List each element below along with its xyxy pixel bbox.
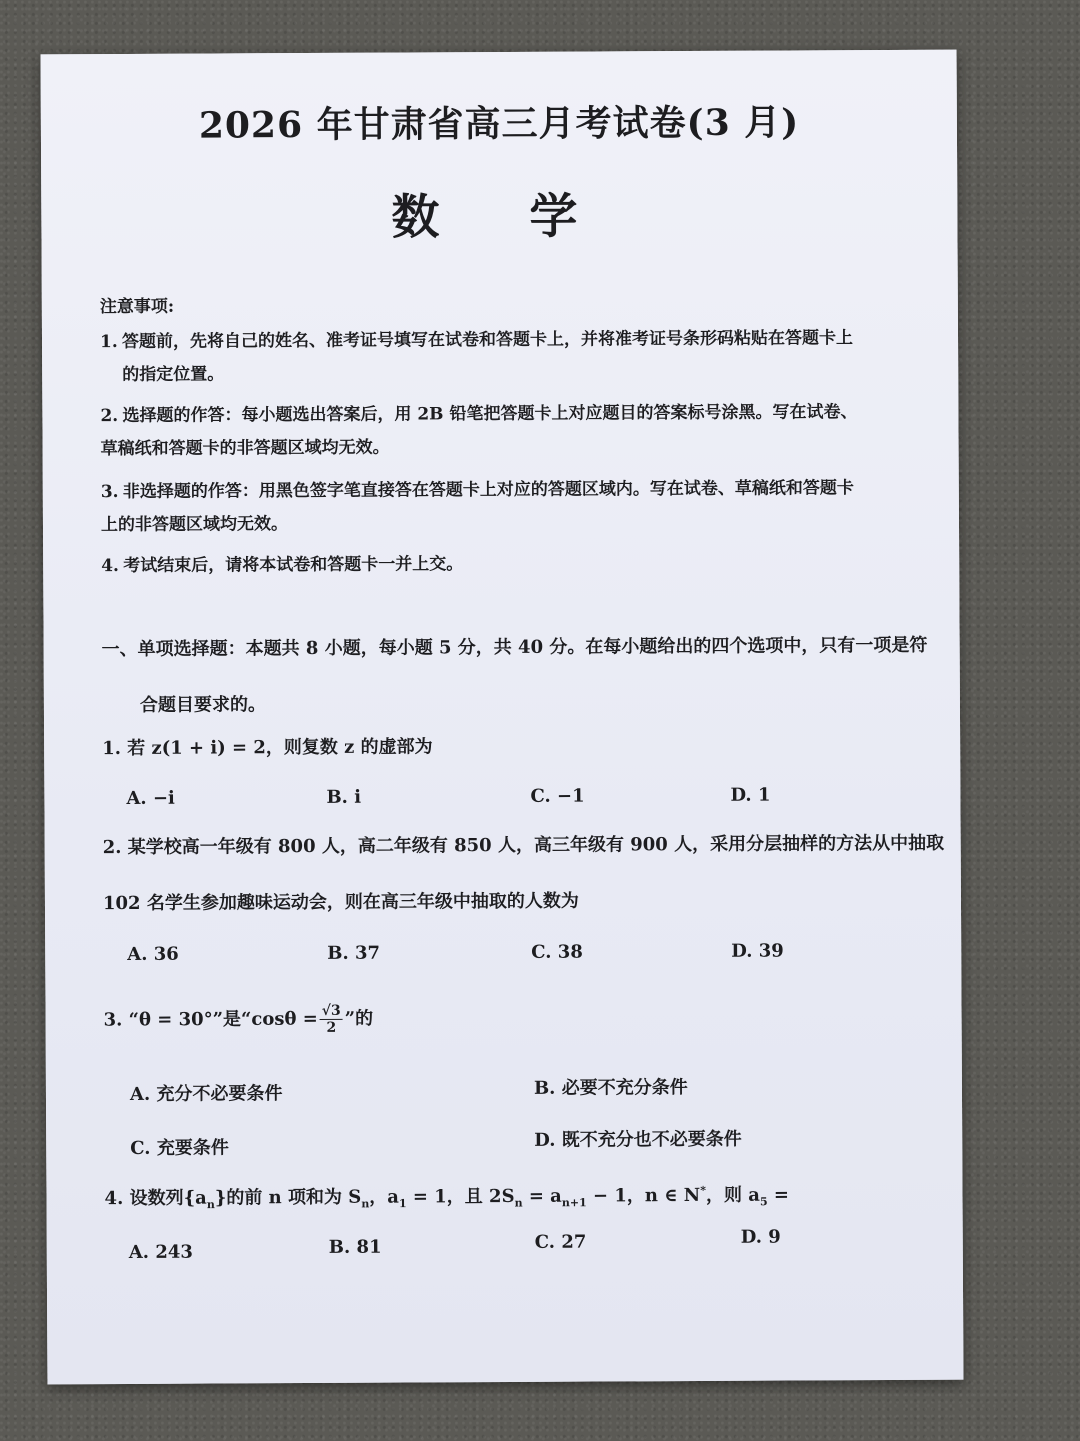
q4-option-c: C. 27 xyxy=(534,1231,587,1253)
q2-option-b: B. 37 xyxy=(327,942,381,964)
note-text: 非选择题的作答：用黑色签字笔直接答在答题卡上对应的答题区域内。写在试卷、草稿纸和答题卡 xyxy=(122,478,854,502)
q3-option-d: D. 既不充分也不必要条件 xyxy=(534,1128,742,1151)
note-text: 答题前，先将自己的姓名、准考证号填写在试卷和答题卡上，并将准考证号条形码粘贴在答题卡上 xyxy=(121,328,854,352)
q2-option-d: D. 39 xyxy=(731,940,784,962)
q2-option-a: A. 36 xyxy=(127,943,179,965)
note-number: 4. xyxy=(101,556,120,577)
q3-frac-numerator: √3 xyxy=(320,1003,343,1020)
question-2-line-1: 2. 某学校高一年级有 800 人，高二年级有 850 人，高三年级有 900 人，采用分层抽样的方法从中抽取 xyxy=(102,832,945,859)
section-line-2: 合题目要求的。 xyxy=(139,694,266,716)
note-number: 1. xyxy=(99,332,118,353)
q1-option-a: A. −i xyxy=(126,787,175,809)
question-2-stem xyxy=(103,816,945,932)
q4-sub-n-3: n xyxy=(514,1196,523,1210)
q3-option-b: B. 必要不充分条件 xyxy=(533,1077,688,1099)
note-item-4 xyxy=(101,548,463,583)
question-2-line-2: 102 名学生参加趣味运动会，则在高三年级中抽取的人数为 xyxy=(102,890,579,915)
q4-stem-c: ，a xyxy=(369,1186,400,1208)
note-item-1 xyxy=(100,322,853,392)
q4-option-b: B. 81 xyxy=(328,1236,382,1258)
q1-option-b: B. i xyxy=(326,786,362,808)
q4-stem-b: }的前 n 项和为 S xyxy=(214,1186,362,1209)
note-item-3 xyxy=(101,472,854,542)
q4-stem-d: = 1，且 2S xyxy=(406,1185,515,1208)
q4-stem-e: = a xyxy=(522,1185,562,1207)
q4-sub-1: 1 xyxy=(398,1197,407,1211)
exam-paper xyxy=(41,50,964,1385)
question-3-stem xyxy=(103,1003,373,1037)
section-heading xyxy=(101,618,927,734)
note-text-cont: 上的非答题区域均无效。 xyxy=(100,514,289,536)
q3-fraction xyxy=(320,1003,343,1036)
q3-stem-post: ”的 xyxy=(344,1008,374,1030)
question-4-stem xyxy=(104,1181,789,1212)
q2-option-c: C. 38 xyxy=(531,941,583,963)
q4-option-d: D. 9 xyxy=(740,1226,781,1248)
section-line-1: 一、单项选择题：本题共 8 小题，每小题 5 分，共 40 分。在每小题给出的四个选项中，只有一项是符 xyxy=(101,634,928,661)
q3-frac-denominator: 2 xyxy=(326,1019,337,1036)
q4-sup-star: * xyxy=(700,1183,707,1197)
q3-option-a: A. 充分不必要条件 xyxy=(129,1083,283,1105)
note-text-cont: 的指定位置。 xyxy=(122,364,225,385)
q1-option-c: C. −1 xyxy=(530,785,585,807)
q4-sub-5: 5 xyxy=(759,1195,768,1209)
notes-heading: 注意事项: xyxy=(99,296,175,318)
q3-stem-pre: 3. “θ = 30°”是“cosθ = xyxy=(103,1008,318,1031)
note-number: 2. xyxy=(100,406,119,427)
note-text-cont: 草稿纸和答题卡的非答题区域均无效。 xyxy=(100,437,390,460)
question-1-stem: 1. 若 z(1 + i) = 2，则复数 z 的虚部为 xyxy=(102,736,433,760)
q4-sub-n1: n+1 xyxy=(561,1196,587,1210)
note-text: 选择题的作答：每小题选出答案后，用 2B 铅笔把答题卡上对应题目的答案标号涂黑。写在试卷、 xyxy=(122,402,858,426)
q4-sub-n: n xyxy=(206,1198,215,1212)
q4-option-a: A. 243 xyxy=(128,1241,193,1263)
q1-option-d: D. 1 xyxy=(730,784,771,806)
q4-stem-g: ，则 a xyxy=(705,1184,760,1206)
q4-stem-h: = xyxy=(767,1184,790,1206)
q4-sub-n-2: n xyxy=(361,1197,370,1211)
note-item-2 xyxy=(100,396,857,466)
subject-title: 数学 xyxy=(391,188,668,246)
exam-title: 2026 年甘肃省高三月考试卷(3 月) xyxy=(198,101,800,147)
q4-stem-f: − 1，n ∈ N xyxy=(586,1184,701,1207)
q4-stem-a: 4. 设数列{a xyxy=(104,1187,207,1210)
q3-option-c: C. 充要条件 xyxy=(130,1137,229,1159)
note-text: 考试结束后，请将本试卷和答题卡一并上交。 xyxy=(123,554,464,576)
note-number: 3. xyxy=(100,482,119,503)
